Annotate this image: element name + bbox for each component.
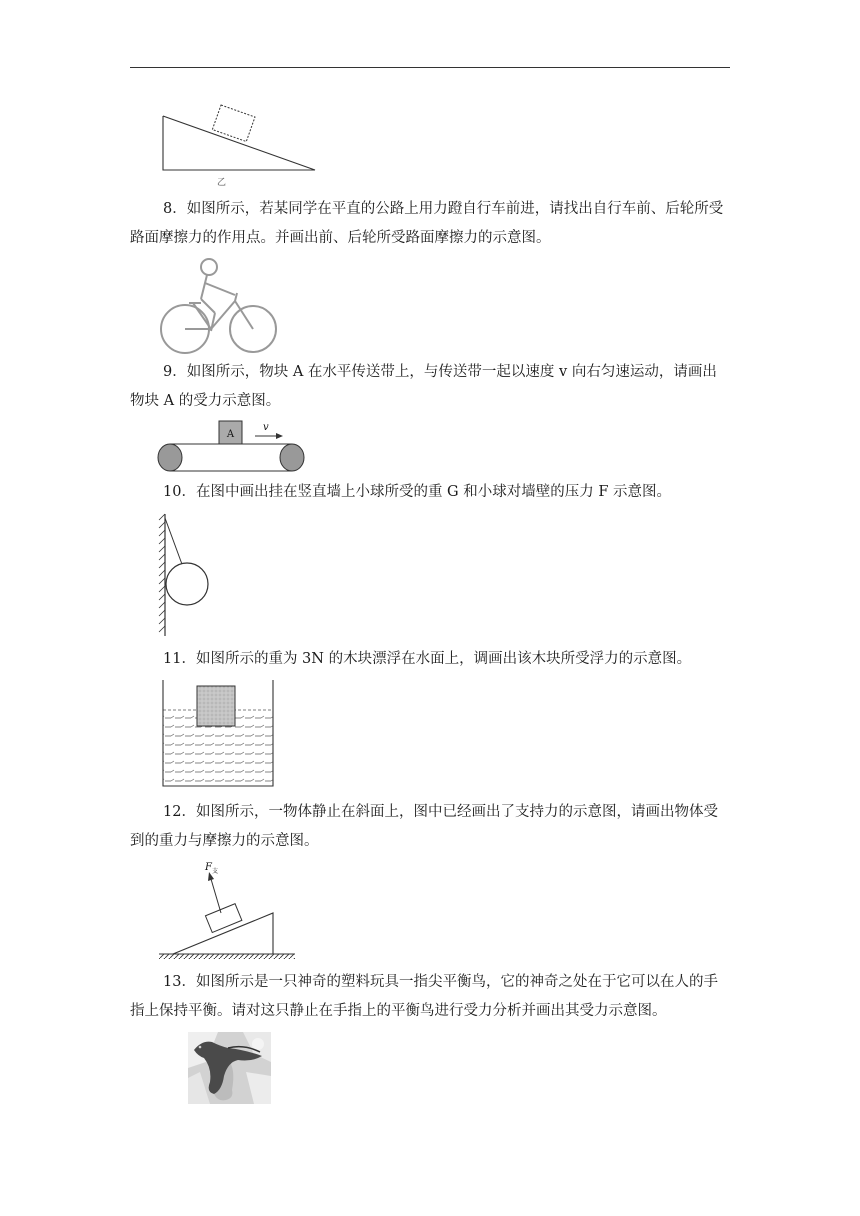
incline-force-subscript: 支 bbox=[212, 868, 219, 875]
figure-conveyor-belt bbox=[155, 420, 310, 475]
conveyor-block-label: A bbox=[226, 429, 235, 440]
figure-ball-on-wall bbox=[155, 512, 225, 640]
header-rule bbox=[130, 67, 730, 68]
figure-balancing-bird-photo bbox=[188, 1032, 271, 1104]
figure-floating-block bbox=[155, 678, 285, 793]
figure-cyclist bbox=[155, 255, 280, 355]
incline-force-label: F bbox=[205, 862, 212, 873]
incline-top-caption: 乙 bbox=[217, 178, 227, 188]
conveyor-velocity-label: v bbox=[263, 422, 269, 433]
question-11: 11．如图所示的重为 3N 的木块漂浮在水面上，调画出该木块所受浮力的示意图。 bbox=[163, 651, 692, 667]
question-12: 12．如图所示，一物体静止在斜面上，图中已经画出了支持力的示意图，请画出物体受到的重力与摩擦力的示意图。 bbox=[130, 804, 718, 849]
figure-incline-block-top bbox=[155, 100, 325, 190]
question-10: 10．在图中画出挂在竖直墙上小球所受的重 G 和小球对墙壁的压力 F 示意图。 bbox=[163, 484, 672, 500]
question-9: 9．如图所示，物块 A 在水平传送带上，与传送带一起以速度 v 向右匀速运动，请画出物块 A 的受力示意图。 bbox=[130, 364, 717, 409]
question-13: 13．如图所示是一只神奇的塑料玩具一指尖平衡鸟，它的神奇之处在于它可以在人的手指上保持平衡。请对这只静止在手指上的平衡鸟进行受力分析并画出其受力示意图。 bbox=[130, 974, 718, 1019]
question-8: 8．如图所示，若某同学在平直的公路上用力蹬自行车前进，请找出自行车前、后轮所受路面摩擦力的作用点。并画出前、后轮所受路面摩擦力的示意图。 bbox=[130, 201, 724, 246]
figure-incline-support-force bbox=[155, 858, 300, 960]
